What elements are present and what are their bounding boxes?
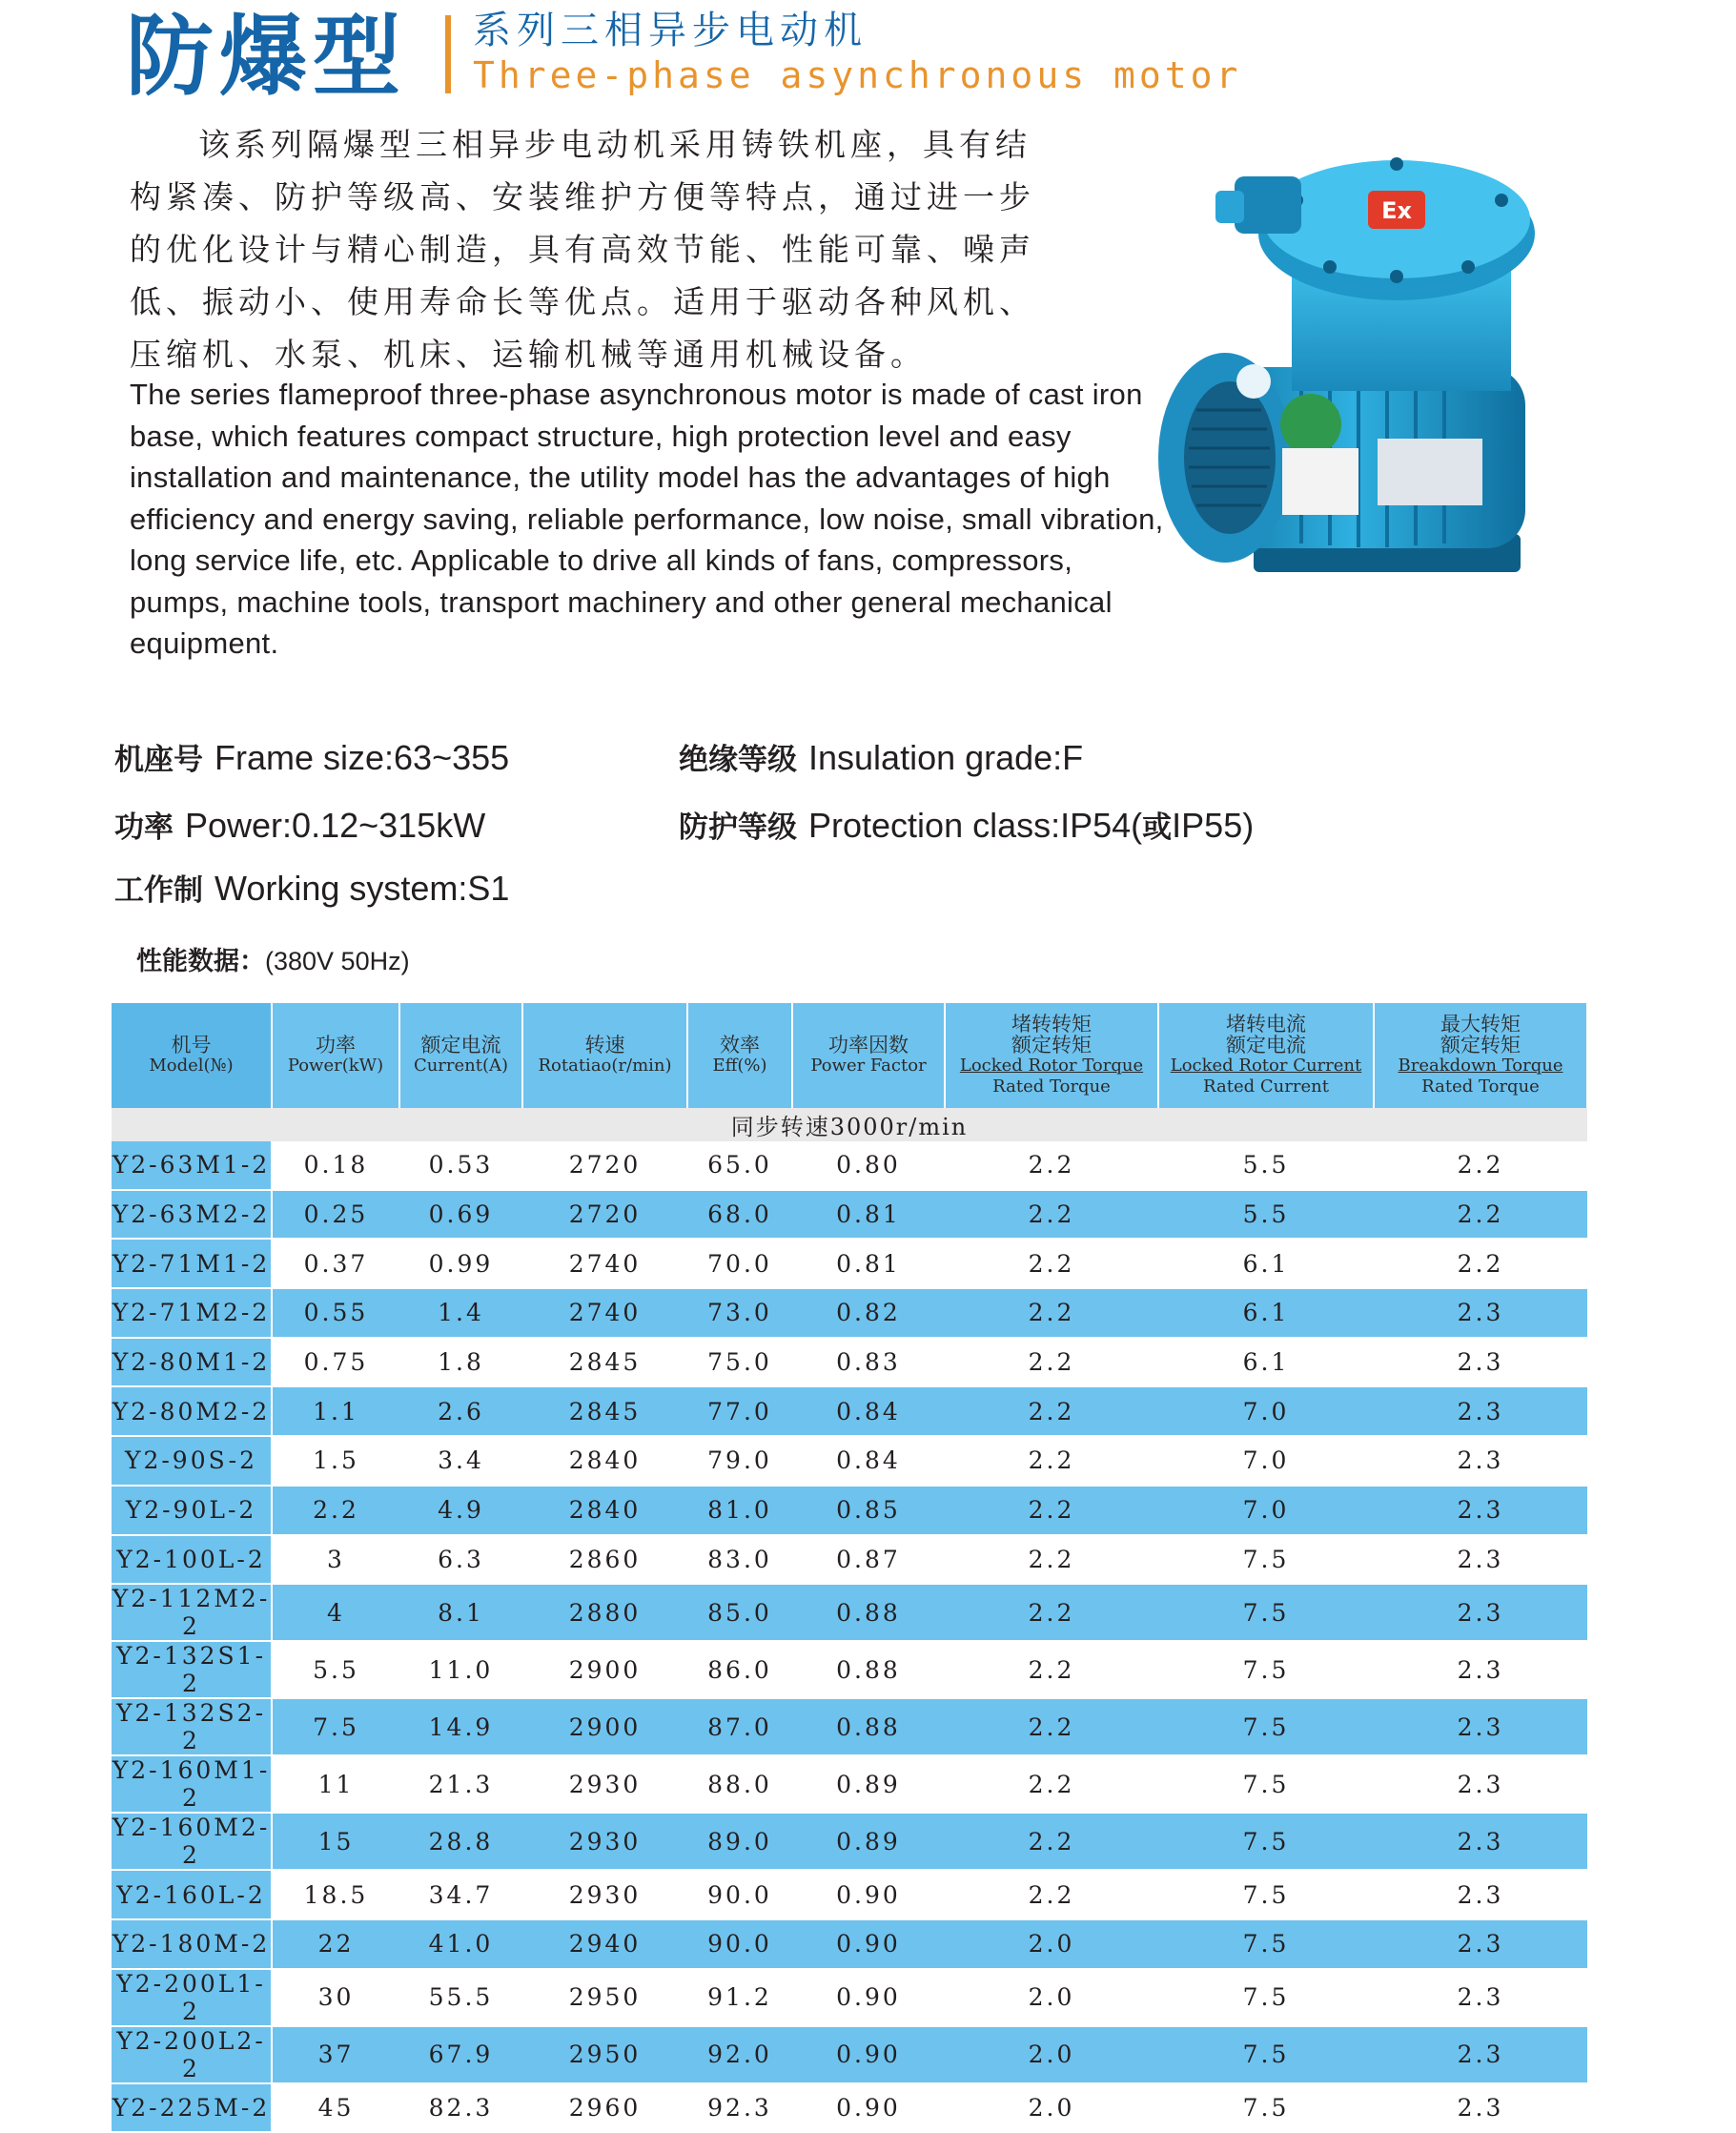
table-row — [112, 1239, 1587, 1288]
performance-table-wrapper — [112, 1003, 1588, 2133]
cell-current: 1.4 — [399, 1288, 522, 1338]
cell-power: 7.5 — [272, 1698, 399, 1755]
cell-breakdown-torque: 2.2 — [1374, 1190, 1587, 1240]
spec-power-label: 功率 — [114, 810, 174, 845]
cell-speed: 2950 — [522, 2026, 687, 2083]
cell-locked-rotor-current: 7.5 — [1158, 1755, 1374, 1813]
cell-model: Y2-71M1-2 — [112, 1239, 272, 1288]
cell-efficiency: 65.0 — [687, 1141, 792, 1190]
cell-current: 11.0 — [399, 1641, 522, 1698]
cell-power-factor: 0.84 — [792, 1386, 945, 1436]
cell-power: 11 — [272, 1755, 399, 1813]
cell-locked-rotor-current: 7.5 — [1158, 2026, 1374, 2083]
cell-power: 4 — [272, 1584, 399, 1641]
cell-model: Y2-180M-2 — [112, 1919, 272, 1969]
cell-speed: 2845 — [522, 1338, 687, 1387]
cell-power: 1.1 — [272, 1386, 399, 1436]
cell-efficiency: 88.0 — [687, 1755, 792, 1813]
cell-breakdown-torque: 2.3 — [1374, 2026, 1587, 2083]
cell-locked-rotor-torque: 2.2 — [945, 1141, 1158, 1190]
cell-power: 0.18 — [272, 1141, 399, 1190]
header-breakdown-torque: 最大转矩 额定转矩 Breakdown Torque Rated Torque — [1374, 1003, 1587, 1108]
header-power: 功率 Power(kW) — [272, 1003, 399, 1108]
cell-power: 37 — [272, 2026, 399, 2083]
cell-model: Y2-200L2-2 — [112, 2026, 272, 2083]
cell-model: Y2-225M-2 — [112, 2083, 272, 2133]
perf-value: (380V 50Hz) — [265, 947, 410, 975]
spec-insulation-label: 绝缘等级 — [679, 743, 797, 777]
cell-locked-rotor-current: 6.1 — [1158, 1288, 1374, 1338]
cell-efficiency: 90.0 — [687, 1870, 792, 1919]
cell-power-factor: 0.88 — [792, 1584, 945, 1641]
cell-power-factor: 0.87 — [792, 1535, 945, 1585]
cell-speed: 2930 — [522, 1870, 687, 1919]
cell-breakdown-torque: 2.3 — [1374, 1641, 1587, 1698]
cell-locked-rotor-current: 7.5 — [1158, 1584, 1374, 1641]
cell-locked-rotor-current: 7.5 — [1158, 2083, 1374, 2133]
cell-power: 45 — [272, 2083, 399, 2133]
table-header-row — [112, 1003, 1587, 1108]
cell-model: Y2-100L-2 — [112, 1535, 272, 1585]
spec-protection-label: 防护等级 — [679, 810, 797, 845]
cell-locked-rotor-torque: 2.2 — [945, 1641, 1158, 1698]
cell-breakdown-torque: 2.3 — [1374, 1755, 1587, 1813]
cell-efficiency: 75.0 — [687, 1338, 792, 1387]
intro-english — [130, 374, 1169, 665]
cell-power: 1.5 — [272, 1436, 399, 1486]
spec-frame-value: Frame size:63~355 — [214, 738, 510, 777]
cell-locked-rotor-torque: 2.2 — [945, 1535, 1158, 1585]
cell-locked-rotor-current: 5.5 — [1158, 1141, 1374, 1190]
cell-breakdown-torque: 2.3 — [1374, 1698, 1587, 1755]
cell-efficiency: 87.0 — [687, 1698, 792, 1755]
cell-power-factor: 0.81 — [792, 1190, 945, 1240]
cell-speed: 2840 — [522, 1436, 687, 1486]
cell-current: 0.53 — [399, 1141, 522, 1190]
spec-working-value: Working system:S1 — [214, 869, 510, 908]
cell-efficiency: 77.0 — [687, 1386, 792, 1436]
cell-power: 30 — [272, 1969, 399, 2026]
cell-model: Y2-63M2-2 — [112, 1190, 272, 1240]
table-row — [112, 1338, 1587, 1387]
spec-power-value: Power:0.12~315kW — [185, 806, 486, 845]
nameplate — [1378, 439, 1482, 505]
cell-current: 67.9 — [399, 2026, 522, 2083]
cell-current: 6.3 — [399, 1535, 522, 1585]
cell-speed: 2740 — [522, 1239, 687, 1288]
cell-locked-rotor-current: 5.5 — [1158, 1190, 1374, 1240]
cell-power-factor: 0.80 — [792, 1141, 945, 1190]
cell-current: 14.9 — [399, 1698, 522, 1755]
cell-efficiency: 91.2 — [687, 1969, 792, 2026]
cell-model: Y2-200L1-2 — [112, 1969, 272, 2026]
cell-power-factor: 0.90 — [792, 1969, 945, 2026]
cell-breakdown-torque: 2.3 — [1374, 1870, 1587, 1919]
cell-speed: 2860 — [522, 1535, 687, 1585]
ex-badge-text: Ex — [1381, 197, 1412, 224]
cell-efficiency: 89.0 — [687, 1813, 792, 1870]
cell-model: Y2-160M1-2 — [112, 1756, 271, 1813]
cell-locked-rotor-current: 6.1 — [1158, 1338, 1374, 1387]
cell-power: 18.5 — [272, 1870, 399, 1919]
cell-model: Y2-63M1-2 — [112, 1141, 272, 1190]
cell-power: 15 — [272, 1813, 399, 1870]
table-row — [112, 1288, 1587, 1338]
cell-breakdown-torque: 2.3 — [1374, 1969, 1587, 2026]
explosion-proof-motor-photo — [1139, 124, 1583, 620]
cell-power: 0.75 — [272, 1338, 399, 1387]
cell-locked-rotor-current: 7.5 — [1158, 1535, 1374, 1585]
sync-speed-row — [112, 1108, 1587, 1141]
cell-locked-rotor-torque: 2.2 — [945, 1239, 1158, 1288]
spec-protection-value-2: IP55) — [1172, 806, 1255, 845]
cell-locked-rotor-torque: 2.0 — [945, 2083, 1158, 2133]
table-row — [112, 1486, 1587, 1535]
table-row — [112, 1813, 1587, 1870]
intro-english-text: The series flameproof three-phase asynchronous motor is made of cast iron base, which features compact structure, high protection level and easy installation and maintenance, the utility model has the advantages of high efficiency and energy saving, reliable performance, low noise, small vibration, long service life, etc. Applicable to drive all kinds of fans, compressors, pumps, machine tools, transport machinery and other general mechanical equipment. — [130, 378, 1164, 660]
cell-locked-rotor-torque: 2.0 — [945, 1969, 1158, 2026]
spec-insulation-value: Insulation grade:F — [808, 738, 1084, 777]
header-model: 机号 Model(№) — [112, 1003, 272, 1108]
performance-table — [112, 1003, 1588, 2133]
subtitle-en: Three-phase asynchronous motor — [473, 54, 1242, 96]
cell-locked-rotor-current: 7.5 — [1158, 1919, 1374, 1969]
cell-model: Y2-132S2-2 — [112, 1698, 272, 1755]
header-locked-rotor-torque: 堵转转矩 额定转矩 Locked Rotor Torque Rated Torque — [945, 1003, 1158, 1108]
cell-breakdown-torque: 2.3 — [1374, 1288, 1587, 1338]
cell-locked-rotor-torque: 2.2 — [945, 1486, 1158, 1535]
cell-current: 55.5 — [399, 1969, 522, 2026]
cell-power-factor: 0.90 — [792, 2083, 945, 2133]
cell-breakdown-torque: 2.3 — [1374, 1486, 1587, 1535]
header-speed: 转速 Rotatiao(r/min) — [522, 1003, 687, 1108]
cell-speed: 2720 — [522, 1190, 687, 1240]
header-efficiency: 效率 Eff(%) — [687, 1003, 792, 1108]
cell-efficiency: 92.0 — [687, 2026, 792, 2083]
performance-data-caption — [136, 942, 410, 981]
cell-model: Y2-90L-2 — [112, 1486, 272, 1535]
cell-breakdown-torque: 2.3 — [1374, 1386, 1587, 1436]
intro-chinese-text: 该系列隔爆型三相异步电动机采用铸铁机座，具有结构紧凑、防护等级高、安装维护方便等特点，通过进一步的优化设计与精心制造，具有高效节能、性能可靠、噪声低、振动小、使用寿命长等优点。适用于驱动各种风机、压缩机、水泵、机床、运输机械等通用机械设备。 — [130, 126, 1035, 373]
cell-current: 41.0 — [399, 1919, 522, 1969]
spec-insulation — [679, 735, 1083, 783]
cell-model: Y2-80M1-2 — [112, 1338, 272, 1387]
cell-locked-rotor-current: 7.5 — [1158, 1870, 1374, 1919]
cell-efficiency: 81.0 — [687, 1486, 792, 1535]
spec-protection-or: 或 — [1142, 810, 1173, 845]
table-row — [112, 1436, 1587, 1486]
intro-chinese — [130, 118, 1064, 380]
cell-locked-rotor-torque: 2.0 — [945, 2026, 1158, 2083]
cell-locked-rotor-current: 7.0 — [1158, 1436, 1374, 1486]
cell-model: Y2-132S1-2 — [112, 1641, 272, 1698]
cell-power: 0.37 — [272, 1239, 399, 1288]
cell-breakdown-torque: 2.3 — [1374, 1338, 1587, 1387]
cell-breakdown-torque: 2.3 — [1374, 1436, 1587, 1486]
spec-power — [114, 803, 485, 851]
cell-current: 2.6 — [399, 1386, 522, 1436]
cell-locked-rotor-torque: 2.2 — [945, 1288, 1158, 1338]
cell-current: 8.1 — [399, 1584, 522, 1641]
cell-locked-rotor-current: 7.0 — [1158, 1386, 1374, 1436]
cell-locked-rotor-torque: 2.2 — [945, 1755, 1158, 1813]
spec-frame-label: 机座号 — [114, 743, 203, 777]
header-power-factor: 功率因数 Power Factor — [792, 1003, 945, 1108]
cell-current: 0.69 — [399, 1190, 522, 1240]
cell-power-factor: 0.89 — [792, 1813, 945, 1870]
cell-current: 34.7 — [399, 1870, 522, 1919]
cell-locked-rotor-torque: 2.2 — [945, 1338, 1158, 1387]
cell-power: 3 — [272, 1535, 399, 1585]
cell-breakdown-torque: 2.2 — [1374, 1239, 1587, 1288]
cell-efficiency: 68.0 — [687, 1190, 792, 1240]
cell-locked-rotor-torque: 2.2 — [945, 1698, 1158, 1755]
cell-power-factor: 0.81 — [792, 1239, 945, 1288]
cell-current: 0.99 — [399, 1239, 522, 1288]
cell-efficiency: 73.0 — [687, 1288, 792, 1338]
cell-locked-rotor-torque: 2.2 — [945, 1386, 1158, 1436]
cell-speed: 2940 — [522, 1919, 687, 1969]
cell-model: Y2-90S-2 — [112, 1436, 272, 1486]
cell-efficiency: 86.0 — [687, 1641, 792, 1698]
cell-current: 3.4 — [399, 1436, 522, 1486]
header-current: 额定电流 Current(A) — [399, 1003, 522, 1108]
cell-current: 21.3 — [399, 1755, 522, 1813]
spec-frame-size — [114, 735, 509, 783]
cell-speed: 2950 — [522, 1969, 687, 2026]
cell-breakdown-torque: 2.3 — [1374, 1584, 1587, 1641]
cell-efficiency: 83.0 — [687, 1535, 792, 1585]
cell-efficiency: 92.3 — [687, 2083, 792, 2133]
cell-locked-rotor-current: 6.1 — [1158, 1239, 1374, 1288]
cell-current: 1.8 — [399, 1338, 522, 1387]
page-title: 防爆型 — [126, 6, 407, 108]
cell-power: 5.5 — [272, 1641, 399, 1698]
cell-locked-rotor-current: 7.0 — [1158, 1486, 1374, 1535]
cell-power-factor: 0.90 — [792, 2026, 945, 2083]
table-row — [112, 1386, 1587, 1436]
perf-label: 性能数据： — [136, 947, 265, 976]
cell-speed: 2960 — [522, 2083, 687, 2133]
cell-efficiency: 70.0 — [687, 1239, 792, 1288]
header-locked-rotor-current: 堵转电流 额定电流 Locked Rotor Current Rated Current — [1158, 1003, 1374, 1108]
cell-speed: 2930 — [522, 1755, 687, 1813]
cell-model: Y2-112M2-2 — [112, 1585, 271, 1641]
table-row — [112, 1584, 1587, 1641]
table-row — [112, 2026, 1587, 2083]
title-divider — [445, 15, 451, 93]
table-row — [112, 1535, 1587, 1585]
cell-locked-rotor-torque: 2.0 — [945, 1919, 1158, 1969]
cell-speed: 2845 — [522, 1386, 687, 1436]
cell-locked-rotor-torque: 2.2 — [945, 1870, 1158, 1919]
cell-model: Y2-160M2-2 — [112, 1814, 271, 1870]
cell-breakdown-torque: 2.3 — [1374, 1919, 1587, 1969]
cell-efficiency: 90.0 — [687, 1919, 792, 1969]
cell-current: 4.9 — [399, 1486, 522, 1535]
spec-working-label: 工作制 — [114, 873, 203, 908]
cell-model: Y2-160L-2 — [112, 1870, 272, 1919]
cell-speed: 2720 — [522, 1141, 687, 1190]
cell-locked-rotor-current: 7.5 — [1158, 1698, 1374, 1755]
cell-power-factor: 0.83 — [792, 1338, 945, 1387]
cell-speed: 2930 — [522, 1813, 687, 1870]
cell-current: 28.8 — [399, 1813, 522, 1870]
cell-locked-rotor-current: 7.5 — [1158, 1969, 1374, 2026]
cell-speed: 2900 — [522, 1641, 687, 1698]
cell-power-factor: 0.85 — [792, 1486, 945, 1535]
cell-locked-rotor-torque: 2.2 — [945, 1584, 1158, 1641]
table-row — [112, 1190, 1587, 1240]
spec-working-system — [114, 866, 509, 913]
table-row — [112, 1919, 1587, 1969]
cell-breakdown-torque: 2.3 — [1374, 1535, 1587, 1585]
cell-power-factor: 0.89 — [792, 1755, 945, 1813]
cell-efficiency: 79.0 — [687, 1436, 792, 1486]
cell-model: Y2-80M2-2 — [112, 1386, 272, 1436]
table-row — [112, 1698, 1587, 1755]
table-row — [112, 1141, 1587, 1190]
table-row — [112, 1969, 1587, 2026]
cell-speed: 2840 — [522, 1486, 687, 1535]
cell-power-factor: 0.84 — [792, 1436, 945, 1486]
cell-power-factor: 0.90 — [792, 1870, 945, 1919]
cell-power-factor: 0.88 — [792, 1641, 945, 1698]
certification-label-icon — [1280, 394, 1341, 455]
cell-power: 2.2 — [272, 1486, 399, 1535]
cell-locked-rotor-torque: 2.2 — [945, 1190, 1158, 1240]
table-row — [112, 2083, 1587, 2133]
sync-speed-label: 同步转速3000r/min — [112, 1108, 1587, 1141]
cell-speed: 2740 — [522, 1288, 687, 1338]
cell-locked-rotor-torque: 2.2 — [945, 1436, 1158, 1486]
cell-power-factor: 0.90 — [792, 1919, 945, 1969]
cell-current: 82.3 — [399, 2083, 522, 2133]
cell-power: 0.25 — [272, 1190, 399, 1240]
cell-locked-rotor-torque: 2.2 — [945, 1813, 1158, 1870]
subtitle-cn: 系列三相异步电动机 — [473, 9, 868, 52]
table-row — [112, 1641, 1587, 1698]
cell-breakdown-torque: 2.2 — [1374, 1141, 1587, 1190]
cell-speed: 2900 — [522, 1698, 687, 1755]
cell-model: Y2-71M2-2 — [112, 1288, 272, 1338]
spec-protection-value-1: Protection class:IP54( — [808, 806, 1143, 845]
cell-speed: 2880 — [522, 1584, 687, 1641]
spec-protection — [679, 803, 1254, 851]
cell-locked-rotor-current: 7.5 — [1158, 1641, 1374, 1698]
table-row — [112, 1755, 1587, 1813]
cell-power-factor: 0.82 — [792, 1288, 945, 1338]
cell-locked-rotor-current: 7.5 — [1158, 1813, 1374, 1870]
cell-power: 22 — [272, 1919, 399, 1969]
cell-breakdown-torque: 2.3 — [1374, 2083, 1587, 2133]
cell-breakdown-torque: 2.3 — [1374, 1813, 1587, 1870]
cell-efficiency: 85.0 — [687, 1584, 792, 1641]
cell-power: 0.55 — [272, 1288, 399, 1338]
cell-power-factor: 0.88 — [792, 1698, 945, 1755]
table-row — [112, 1870, 1587, 1919]
